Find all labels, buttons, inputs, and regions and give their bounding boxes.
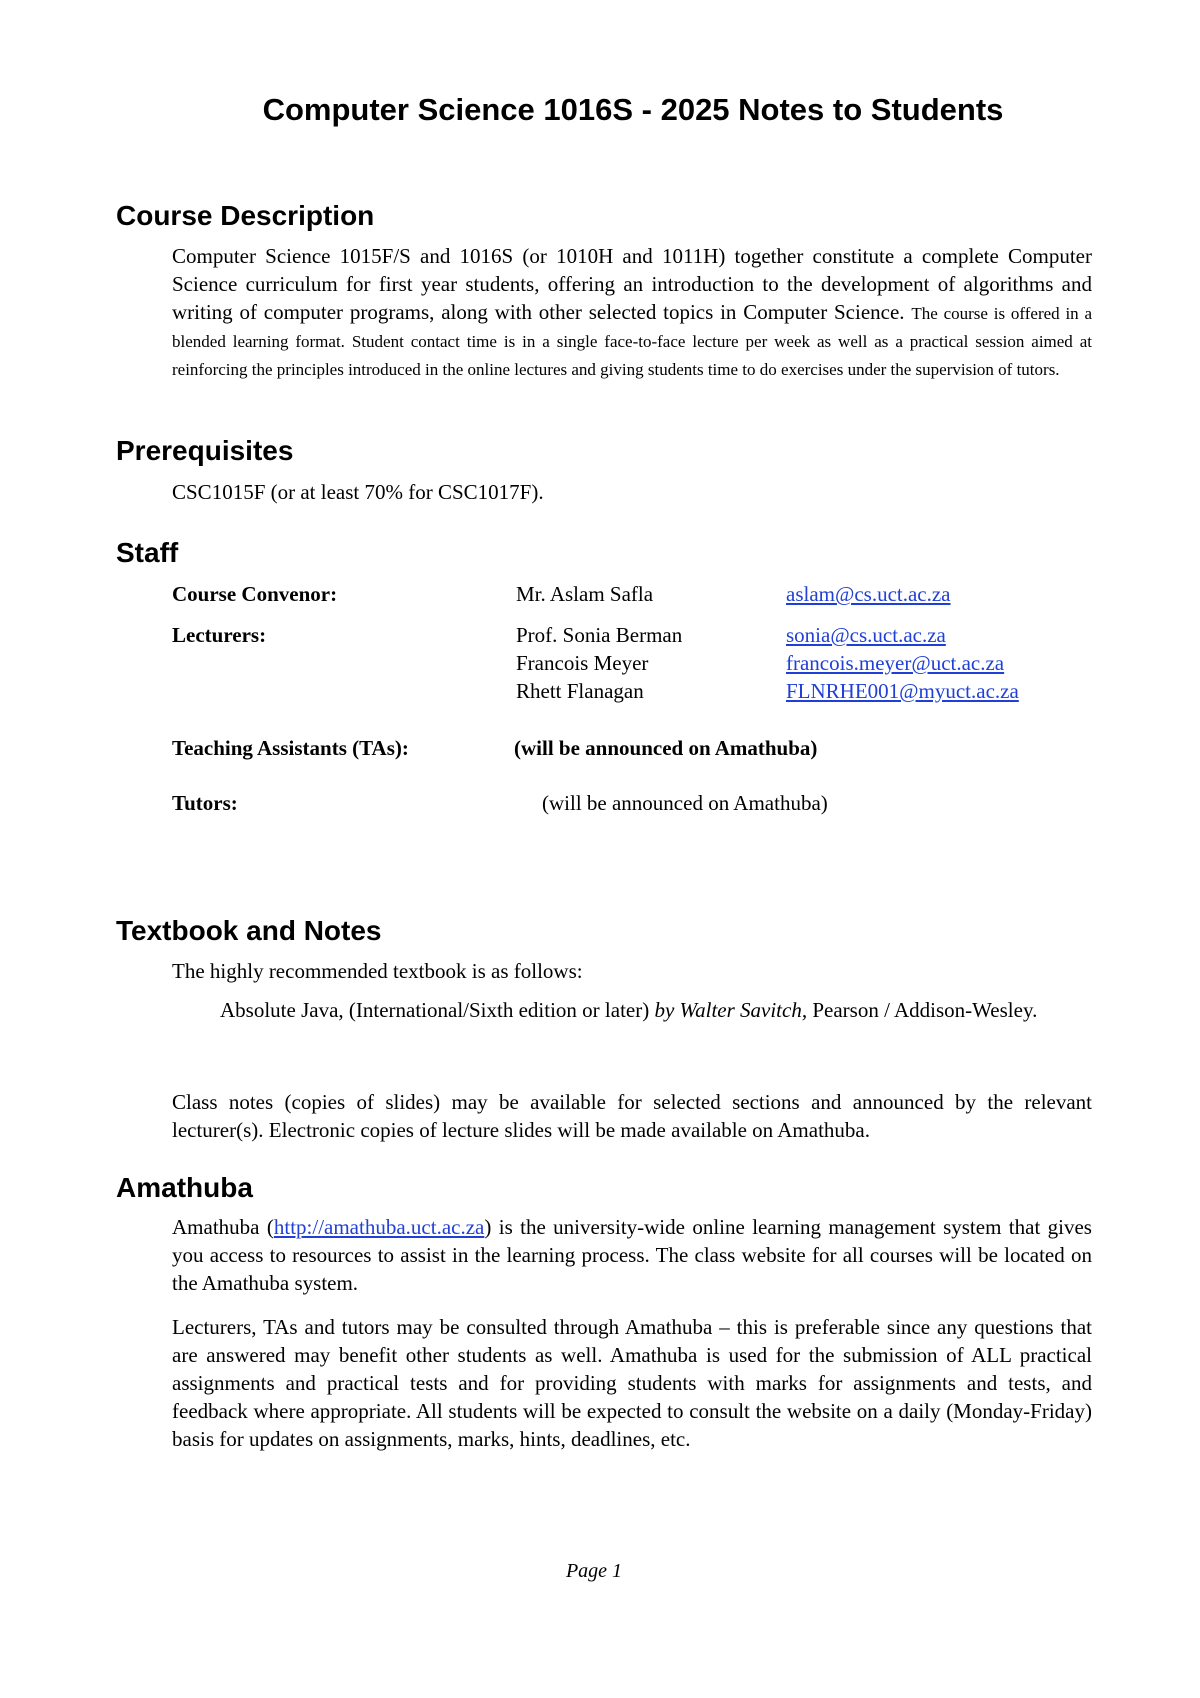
prerequisites-text: CSC1015F (or at least 70% for CSC1017F). (172, 480, 544, 504)
course-description-heading: Course Description (116, 200, 375, 231)
course-description-main: Computer Science 1015F/S and 1016S (or 1010H and 1011H) together constitute a complete Computer Science curriculum for first year students, offering an introduction to the development of algorithms and writing of computer programs, along with other selected topics in Computer Science. (172, 244, 1092, 324)
amathuba-paragraph-2: Lecturers, TAs and tutors may be consulted through Amathuba – this is preferable since any questions that are answered may benefit other students as well. Amathuba is used for the submission of ALL practical assignments and practical tests and for providing students with marks for assignments and tests, and feedback where appropriate. All students will be expected to consult the website on a daily (Monday-Friday) basis for updates on assignments, marks, hints, deadlines, etc. (172, 1315, 1092, 1451)
course-description-small: The course is offered in a blended learning format. Student contact time is in a single face-to-face lecture per week as well as a practical session aimed at reinforcing the principles introduced in the online lectures and giving students time to do exercises under the supervision of tutors. (172, 304, 1093, 379)
convenor-label: Course Convenor: (172, 582, 338, 606)
amathuba-heading: Amathuba (116, 1172, 253, 1203)
textbook-heading: Textbook and Notes (116, 915, 382, 946)
page-number: Page 1 (565, 1560, 623, 1582)
lecturer-name: Rhett Flanagan (516, 679, 644, 703)
lecturer-email-link[interactable]: FLNRHE001@myuct.ac.za (786, 679, 1019, 703)
book-title: Absolute Java, (International/Sixth edition or later) (220, 998, 655, 1022)
textbook-intro: The highly recommended textbook is as follows: (172, 959, 583, 983)
class-notes-text: Class notes (copies of slides) may be available for selected sections and announced by the relevant lecturer(s). Electronic copies of lecture slides will be made available on Amathuba. (172, 1090, 1092, 1142)
amathuba-p1-before: Amathuba ( (172, 1215, 274, 1239)
page-title: Computer Science 1016S - 2025 Notes to Students (262, 92, 1004, 127)
amathuba-url-link[interactable]: http://amathuba.uct.ac.za (273, 1215, 485, 1239)
course-description-text (172, 242, 1092, 382)
convenor-name: Mr. Aslam Safla (516, 582, 654, 606)
lecturers-label: Lecturers: (172, 623, 267, 647)
lecturer-name: Francois Meyer (516, 651, 649, 675)
tutors-label: Tutors: (172, 791, 238, 815)
prerequisites-heading: Prerequisites (116, 435, 294, 466)
lecturer-name: Prof. Sonia Berman (516, 623, 683, 647)
tutors-value: (will be announced on Amathuba) (542, 791, 828, 815)
convenor-email-link[interactable]: aslam@cs.uct.ac.za (786, 582, 951, 606)
lecturer-email-link[interactable]: francois.meyer@uct.ac.za (786, 651, 1005, 675)
book-publisher: Pearson / Addison-Wesley. (807, 998, 1038, 1022)
staff-heading: Staff (116, 537, 179, 568)
amathuba-paragraph-1 (172, 1213, 1092, 1297)
textbook-entry (220, 996, 1092, 1024)
amathuba-p1-after: ) is the university-wide online learning management system that gives you access to resources to assist in the learning process. The class website for all courses will be located on the Amathuba system. (172, 1215, 1092, 1295)
lecturer-email-link[interactable]: sonia@cs.uct.ac.za (786, 623, 946, 647)
book-author: by Walter Savitch, (654, 998, 808, 1022)
tas-value: (will be announced on Amathuba) (514, 736, 818, 760)
tas-label: Teaching Assistants (TAs): (172, 736, 409, 760)
